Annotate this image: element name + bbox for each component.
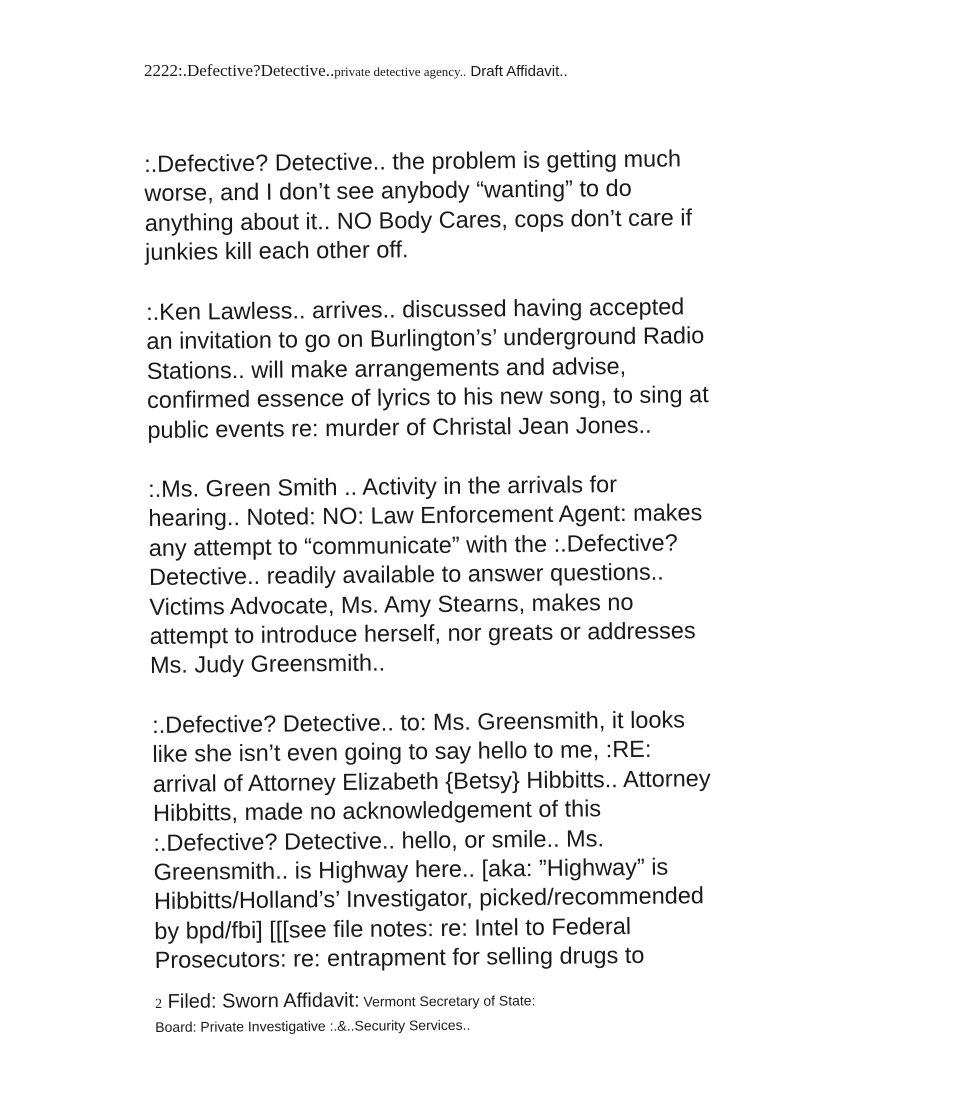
text-line: :.Defective? Detective.. hello, or smile.. Ms. [153, 824, 605, 856]
text-line: Detective.. readily available to answer questions.. [148, 558, 664, 590]
text-line: confirmed essence of lyrics to his new song, to sing at [146, 380, 709, 413]
paragraph [146, 290, 846, 444]
footer-filed-line [155, 987, 536, 1017]
text-line: :.Ken Lawless.. arrives.. discussed having accepted [146, 292, 685, 325]
header-draft-label: Draft Affidavit.. [466, 63, 568, 80]
text-line: Hibbitts, made no acknowledgement of this [152, 795, 602, 826]
text-line: Ms. Judy Greensmith.. [149, 649, 386, 679]
text-line: anything about it.. NO Body Cares, cops don’t care if [144, 204, 693, 236]
page-header [144, 62, 568, 80]
text-line: arrival of Attorney Elizabeth {Betsy} Hibbitts.. Attorney [152, 764, 711, 797]
text-line: Victims Advocate, Ms. Amy Stearns, makes no [149, 588, 634, 620]
page-footer [155, 987, 536, 1037]
text-line: :.Defective? Detective.. to: Ms. Greensmith, it looks [152, 705, 686, 738]
text-line: Prosecutors: re: entrapment for selling drugs to [154, 941, 645, 973]
paragraph [144, 143, 845, 268]
header-agency-code: 2222:.Defective?Detective.. [144, 61, 335, 80]
text-line: worse, and I don’t see anybody “wanting” to do [144, 175, 632, 207]
text-line: hearing.. Noted: NO: Law Enforcement Agent: makes [148, 499, 703, 532]
text-line: :.Ms. Green Smith .. Activity in the arrivals for [148, 470, 618, 502]
affidavit-body [144, 145, 844, 1005]
header-agency-type: private detective agency.. [334, 64, 467, 79]
footer-filed-label: Filed: Sworn Affidavit: [162, 989, 360, 1013]
paragraph [148, 467, 846, 680]
text-line: Hibbitts/Holland’s’ Investigator, picked/recommended [153, 882, 705, 914]
text-line: junkies kill each other off. [144, 236, 409, 266]
footer-secretary-of-state: Vermont Secretary of State: [359, 992, 536, 1010]
page-number: 2 [155, 996, 163, 1012]
footer-board-line: Board: Private Investigative :.&..Security Services.. [155, 1016, 471, 1035]
text-line: any attempt to “communicate” with the :.Defective? [148, 528, 678, 561]
text-line: attempt to introduce herself, nor greats or addresses [149, 616, 696, 649]
text-line: public events re: murder of Christal Jean Jones.. [147, 410, 652, 443]
paragraph [152, 703, 847, 975]
text-line: :.Defective? Detective.. the problem is getting much [144, 145, 682, 177]
text-line: like she isn’t even going to say hello to me, :RE: [152, 735, 652, 767]
text-line: by bpd/fbi] [[[see file notes: re: Intel to Federal [154, 912, 632, 944]
text-line: an invitation to go on Burlington’s’ underground Radio [146, 322, 705, 355]
text-line: Greensmith.. is Highway here.. [aka: ”Highway” is [153, 853, 669, 885]
text-line: Stations.. will make arrangements and advise, [146, 352, 627, 384]
